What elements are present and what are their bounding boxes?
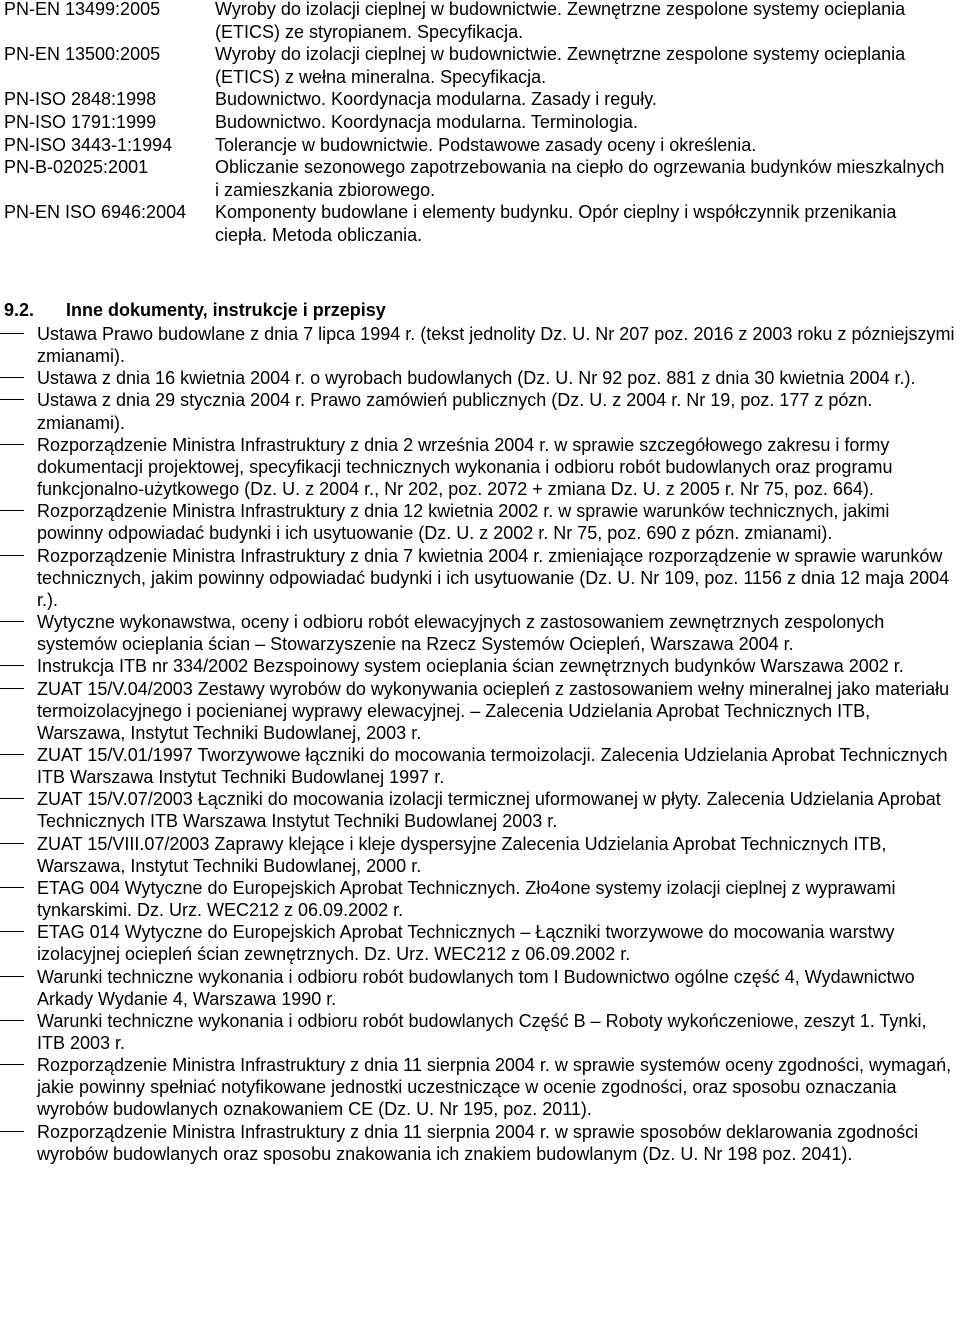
list-item-text: ETAG 014 Wytyczne do Europejskich Aprobat Technicznych – Łączniki tworzywowe do mocowania warstwy izolacyjnej ociepleń ścian zewnętrznych. Dz. Urz. WEC212 z 06.09.2002 r. xyxy=(37,922,895,965)
standard-row xyxy=(4,134,960,157)
standard-code: PN-ISO 3443-1:1994 xyxy=(4,134,173,155)
list-item-text: Ustawa z dnia 16 kwietnia 2004 r. o wyrobach budowlanych (Dz. U. Nr 92 poz. 881 z dnia 30 kwietnia 2004 r.). xyxy=(37,368,916,389)
list-item-text: Ustawa Prawo budowlane z dnia 7 lipca 1994 r. (tekst jednolity Dz. U. Nr 207 poz. 2016 z 2003 roku z pózniejszymi zmianami). xyxy=(37,324,955,367)
list-item-text: Warunki techniczne wykonania i odbioru robót budowlanych tom I Budownictwo ogólne część 4, Wydawnictwo Arkady Wydanie 4, Warszawa 1990 r. xyxy=(37,966,915,1009)
list-item-text: Rozporządzenie Ministra Infrastruktury z dnia 2 września 2004 r. w sprawie szczegółowego zakresu i formy dokumentacji projektowej, specyfikacji technicznych wykonania i odbioru robót budowlanych oraz programu funkcjonalno-użytkowego (Dz. U. z 2004 r., Nr 202, poz. 2072 + zmiana Dz. U. z 2005 r. Nr 75, poz. 664). xyxy=(37,434,893,500)
list-item xyxy=(0,545,960,611)
list-item-text: Ustawa z dnia 29 stycznia 2004 r. Prawo zamówień publicznych (Dz. U. z 2004 r. Nr 19, poz. 177 z pózn. zmianami). xyxy=(37,390,873,433)
list-item-text: Wytyczne wykonawstwa, oceny i odbioru robót elewacyjnych z zastosowaniem zewnętrznych zespolonych systemów ocieplania ścian – Stowarzyszenie na Rzecz Systemów Ociepleń, Warszawa 2004 r. xyxy=(37,612,885,655)
standard-row xyxy=(4,156,960,201)
standard-code: PN-EN ISO 6946:2004 xyxy=(4,202,187,223)
list-item xyxy=(0,389,960,433)
standard-code: PN-B-02025:2001 xyxy=(4,157,149,178)
list-item xyxy=(0,678,960,744)
list-item xyxy=(0,877,960,921)
standard-description: Wyroby do izolacji cieplnej w budownictwie. Zewnętrzne zespolone systemy ocieplania (ETICS) ze styropianem. Specyfikacja. xyxy=(215,0,906,42)
dash-bullet-icon xyxy=(0,1131,24,1132)
list-item xyxy=(0,323,960,367)
standard-row xyxy=(4,0,960,43)
list-item-text: ZUAT 15/V.07/2003 Łączniki do mocowania izolacji termicznej uformowanej w płyty. Zalecenia Udzielania Aprobat Technicznych ITB Warszawa Instytut Techniki Budowlanej 2003 r. xyxy=(37,789,941,832)
list-item xyxy=(0,788,960,832)
standard-description: Wyroby do izolacji cieplnej w budownictwie. Zewnętrzne zespolone systemy ocieplania (ETICS) z wełna mineralna. Specyfikacja. xyxy=(215,44,906,87)
list-item xyxy=(0,921,960,965)
dash-bullet-icon xyxy=(0,754,24,755)
standards-table xyxy=(4,0,960,247)
standard-description: Obliczanie sezonowego zapotrzebowania na ciepło do ogrzewania budynków mieszkalnych i zamieszkania zbiorowego. xyxy=(215,157,945,200)
list-item xyxy=(0,655,960,677)
list-item xyxy=(0,500,960,544)
dash-bullet-icon xyxy=(0,688,24,689)
standard-code: PN-EN 13499:2005 xyxy=(4,0,161,19)
standard-description: Komponenty budowlane i elementy budynku. Opór cieplny i współczynnik przenikania ciepła. Metoda obliczania. xyxy=(215,202,897,245)
standard-row xyxy=(4,43,960,88)
list-item xyxy=(0,966,960,1010)
list-item xyxy=(0,434,960,500)
standard-code: PN-ISO 2848:1998 xyxy=(4,89,157,110)
standard-code: PN-ISO 1791:1999 xyxy=(4,111,157,132)
list-item xyxy=(0,833,960,877)
list-item-text: ZUAT 15/VIII.07/2003 Zaprawy klejące i kleje dyspersyjne Zalecenia Udzielania Aprobat Technicznych ITB, Warszawa, Instytut Techniki Budowlanej, 2000 r. xyxy=(37,833,887,876)
list-item-text: Rozporządzenie Ministra Infrastruktury z dnia 11 sierpnia 2004 r. w sprawie sposobów deklarowania zgodności wyrobów budowlanych oraz sposobu znakowania ich znakiem budowlanym (Dz. U. Nr 198 poz. 2041). xyxy=(37,1121,919,1164)
list-item-text: ETAG 004 Wytyczne do Europejskich Aprobat Technicznych. Zło4one systemy izolacji cieplnej z wyprawami tynkarskimi. Dz. Urz. WEC212 z 06.09.2002 r. xyxy=(37,877,896,921)
list-item xyxy=(0,1010,960,1054)
list-item-text: Rozporządzenie Ministra Infrastruktury z dnia 7 kwietnia 2004 r. zmieniające rozporządzenie w sprawie warunków technicznych, jakim powinny odpowiadać budynki i ich usytuowanie (Dz. U. Nr 109, poz. 1156 z dnia 12 maja 2004 r.). xyxy=(37,545,950,610)
list-item xyxy=(0,1121,960,1165)
standard-description: Budownictwo. Koordynacja modularna. Terminologia. xyxy=(215,111,638,132)
dash-bullet-icon xyxy=(0,931,24,932)
dash-bullet-icon xyxy=(0,510,24,511)
dash-bullet-icon xyxy=(0,798,24,799)
standard-row xyxy=(4,201,960,246)
list-item xyxy=(0,611,960,655)
list-item xyxy=(0,1054,960,1120)
list-item-text: ZUAT 15/V.04/2003 Zestawy wyrobów do wykonywania ociepleń z zastosowaniem wełny mineralnej jako materiału termoizolacyjnego i pocienianej wyprawy elewacyjnej. – Zalecenia Udzielania Aprobat Technicznych ITB, Warszawa, Instytut Techniki Budowlanej, 2003 r. xyxy=(37,678,950,743)
dash-bullet-icon xyxy=(0,399,24,400)
standard-description: Budownictwo. Koordynacja modularna. Zasady i reguły. xyxy=(215,89,657,110)
document-list xyxy=(0,323,960,1165)
dash-bullet-icon xyxy=(0,887,24,888)
section-heading xyxy=(4,298,386,322)
dash-bullet-icon xyxy=(0,976,24,977)
standard-row xyxy=(4,88,960,111)
section-title: Inne dokumenty, instrukcje i przepisy xyxy=(66,300,386,320)
dash-bullet-icon xyxy=(0,444,24,445)
standard-code: PN-EN 13500:2005 xyxy=(4,44,161,65)
dash-bullet-icon xyxy=(0,1020,24,1021)
list-item-text: Instrukcja ITB nr 334/2002 Bezspoinowy system ocieplania ścian zewnętrznych budynków Warszawa 2002 r. xyxy=(37,656,904,677)
dash-bullet-icon xyxy=(0,1064,24,1065)
standard-description: Tolerancje w budownictwie. Podstawowe zasady oceny i określenia. xyxy=(215,134,757,155)
list-item xyxy=(0,744,960,788)
list-item-text: Warunki techniczne wykonania i odbioru robót budowlanych Część B – Roboty wykończeniowe, zeszyt 1. Tynki, ITB 2003 r. xyxy=(37,1010,927,1053)
list-item xyxy=(0,367,960,389)
dash-bullet-icon xyxy=(0,333,24,334)
standard-row xyxy=(4,111,960,134)
list-item-text: Rozporządzenie Ministra Infrastruktury z dnia 11 sierpnia 2004 r. w sprawie systemów oceny zgodności, wymagań, jakie powinny spełniać notyfikowane jednostki uczestniczące w ocenie zgodności, oraz sposobu oznaczania wyrobów budowlanych oznakowaniem CE (Dz. U. Nr 195, poz. 2011). xyxy=(37,1055,952,1120)
list-item-text: ZUAT 15/V.01/1997 Tworzywowe łączniki do mocowania termoizolacji. Zalecenia Udzielania Aprobat Technicznych ITB Warszawa Instytut Techniki Budowlanej 1997 r. xyxy=(37,744,948,788)
dash-bullet-icon xyxy=(0,621,24,622)
dash-bullet-icon xyxy=(0,665,24,666)
section-number: 9.2. xyxy=(4,300,35,320)
dash-bullet-icon xyxy=(0,843,24,844)
dash-bullet-icon xyxy=(0,377,24,378)
list-item-text: Rozporządzenie Ministra Infrastruktury z dnia 12 kwietnia 2002 r. w sprawie warunków technicznych, jakimi powinny odpowiadać budynki i ich usytuowanie (Dz. U. z 2002 r. Nr 75, poz. 690 z pózn. zmianami). xyxy=(37,501,890,544)
dash-bullet-icon xyxy=(0,555,24,556)
